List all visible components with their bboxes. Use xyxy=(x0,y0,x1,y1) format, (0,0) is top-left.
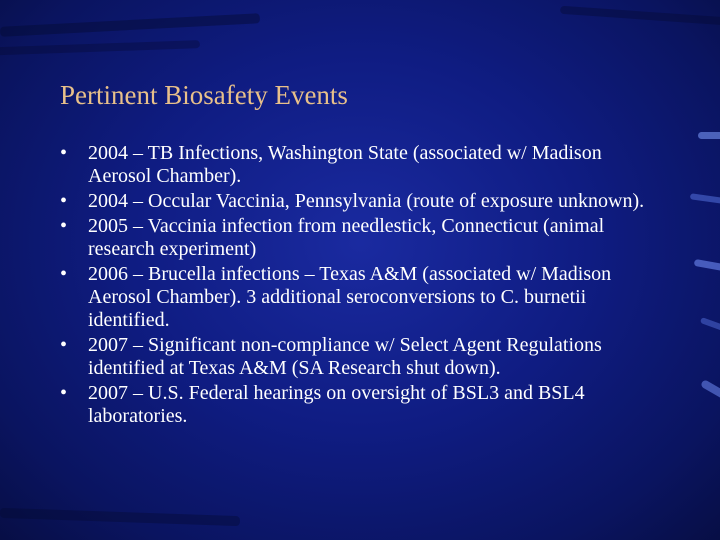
bullet-dot: • xyxy=(60,190,68,212)
background-streak xyxy=(0,40,200,56)
background-streak xyxy=(698,132,720,139)
background-streak xyxy=(0,508,240,526)
bullet-text: 2005 – Vaccinia infection from needlestick, Connecticut (animal research experiment) xyxy=(88,215,605,260)
bullet-dot: • xyxy=(60,142,68,164)
bullet-item xyxy=(60,334,660,380)
slide-title: Pertinent Biosafety Events xyxy=(60,80,348,110)
bullet-item xyxy=(60,382,660,428)
background-streak xyxy=(560,6,720,27)
bullet-item xyxy=(60,142,660,188)
bullet-dot: • xyxy=(60,334,68,356)
bullet-text: 2007 – U.S. Federal hearings on oversight of BSL3 and BSL4 laboratories. xyxy=(88,382,585,427)
bullet-text: 2006 – Brucella infections – Texas A&M (associated w/ Madison Aerosol Chamber). 3 additional seroconversions to C. burnetii identified. xyxy=(88,263,612,331)
bullet-dot: • xyxy=(60,215,68,237)
background-streak xyxy=(0,13,260,37)
background-streak xyxy=(700,317,720,333)
bullet-text: 2004 – Occular Vaccinia, Pennsylvania (route of exposure unknown). xyxy=(88,190,645,212)
background-streak xyxy=(690,193,720,205)
bullet-text: 2007 – Significant non-compliance w/ Select Agent Regulations identified at Texas A&M (SA Research shut down). xyxy=(88,334,602,379)
bullet-text: 2004 – TB Infections, Washington State (associated w/ Madison Aerosol Chamber). xyxy=(88,142,602,187)
background-streak xyxy=(694,259,720,272)
bullet-item xyxy=(60,215,660,261)
bullet-dot: • xyxy=(60,382,68,404)
bullet-dot: • xyxy=(60,263,68,285)
bullet-item xyxy=(60,190,660,213)
background-streak xyxy=(700,379,720,401)
bullet-list xyxy=(60,142,660,430)
bullet-item xyxy=(60,263,660,332)
